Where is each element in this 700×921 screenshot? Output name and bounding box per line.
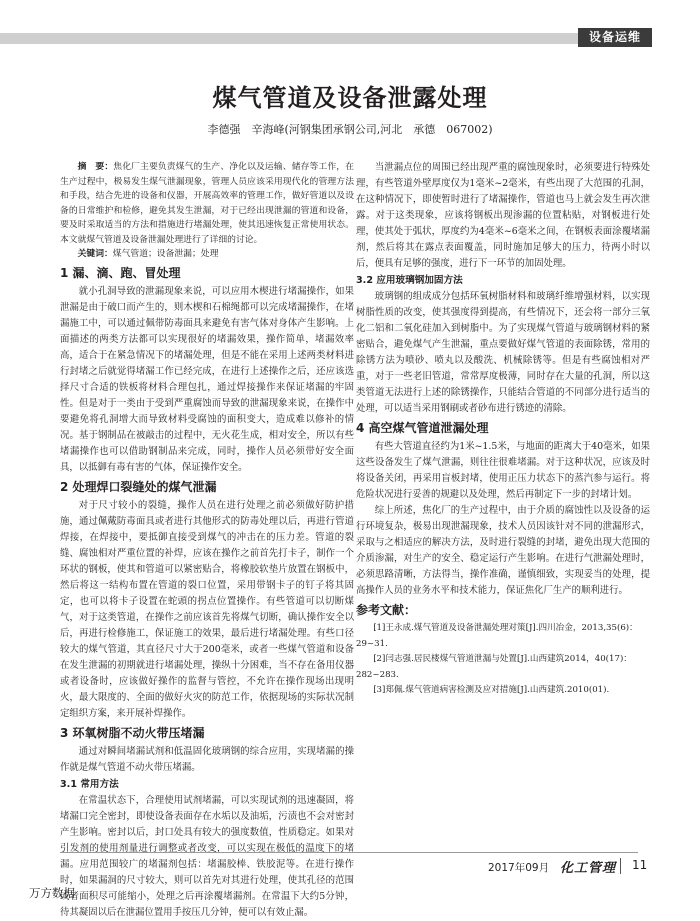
paragraph: 玻璃钢的组成成分包括环氧树脂材料和玻璃纤维增强材料，以实现树脂性质的改变，使其强度得到提高，有些情况下，还会将一部分三氧化二铝和二氧化硅加入到树脂中。为了实现煤气管道与玻璃钢材料的紧密贴合，避免煤气产生泄漏，重点要做好煤气管道的表面除锈，常用的除锈方法为喷砂、喷丸以及酸洗、机械除锈等。但是有些腐蚀相对严重，对于一些老旧管道，常常厚度极薄，同时存在大量的孔洞，所以这类管道无法进行上述的除锈操作，只能结合管道的不同部分进行适当的处理，可以适当采用钢刷或者砂布进行锈迹的清除。 <box>356 291 650 414</box>
abstract <box>60 160 354 247</box>
reference-item: [2]闫志强.居民楼煤气管道泄漏与处置[J].山西建筑2014，40(17)：282~283. <box>356 654 632 680</box>
left-column <box>60 160 354 921</box>
subsection-heading: 3.2 应用玻璃钢加固方法 <box>356 275 463 286</box>
source-watermark: 万方数据 <box>29 886 75 900</box>
paragraph: 就小孔洞导致的泄漏现象来说，可以应用木楔进行堵漏操作，如果泄漏是由于破口而产生的，则木楔和石棉绳都可以完成堵漏操作，在堵漏施工中，可以通过佩带防毒面具来避免有害气体对身体产生影响。上面描述的两类方法都可以实现很好的堵漏效果，操作简单，堵漏效率高，适合于在紧急情况下的堵漏处理，但是不能在采用上述两类材料进行封堵之后就觉得堵漏工作已经完成，在进行上述操作之后，还应该选择尺寸合适的铁板将材料合理包扎，通过焊接操作来保证堵漏的牢固性。但是对于一类由于受到严重腐蚀而导致的泄漏现象来说，在操作中要避免将孔洞增大而导致材料受腐蚀的面积变大，造成难以修补的情况。基于钢制品在被敲击的过程中，无火花生成，相对安全，所以有些堵漏操作也可以借助钢制品来完成，同时，操作人员必须带好安全面具，以抵御有毒有害的气体，保证操作安全。 <box>60 285 354 473</box>
abstract-label: 摘 要： <box>77 162 114 172</box>
section-heading: 2 处理焊口裂缝处的煤气泄漏 <box>60 479 217 494</box>
header-bar <box>0 33 648 44</box>
footer-rule <box>60 852 638 853</box>
paragraph: 在常温状态下，合理使用试剂堵漏，可以实现试剂的迅速凝固，将堵漏口完全密封，即使设备表面存在水垢以及油垢，污渍也不会对密封产生影响。密封以后，封口处具有较大的强度数值，性质稳定。如果对引发剂的使用剂量进行调整或者改变，可以实现在极低的温度下的堵漏。应用范围较广的堵漏剂包括：堵漏胶棒、铁胶泥等。在进行操作时，如果漏洞的尺寸较大，则可以首先对其进行处理，使其孔径的范围或者面积尽可能缩小，处理之后再涂覆堵漏剂。在常温下大约5分钟，待其凝固以后在泄漏位置用手按压几分钟，便可以有效止漏。 <box>60 794 354 918</box>
keywords-text: 煤气管道；设备泄漏；处理 <box>112 249 219 259</box>
paragraph: 综上所述，焦化厂的生产过程中，由于介质的腐蚀性以及设备的运行环境复杂，极易出现泄漏现象，技术人员因该针对不同的泄漏形式，采取与之相适应的解决方法，及时进行裂缝的封堵，避免出现大范围的介质渗漏，对生产的安全、稳定运行产生影响。在进行气泄漏处理时，必须思路清晰，方法得当，操作准确，谨慎细致，实现妥当的处理，提高操作人员的业务水平和技术能力，保证焦化厂生产的顺利进行。 <box>356 505 650 596</box>
paragraph: 有些大管道直径约为1米~1.5米，与地面的距离大于40毫米，如果这些设备发生了煤气泄漏，则往往很难堵漏。对于这种状况，应该及时将设备关闭，再采用盲板封堵，使用正压力状态下的蒸汽参与运行。将危险状况进行妥善的规避以及处理，然后再制定下一步的封堵计划。 <box>356 441 650 500</box>
paragraph: 当泄漏点位的周围已经出现严重的腐蚀现象时，必须要进行特殊处理，有些管道外壁厚度仅为1毫米~2毫米，有些出现了大范围的孔洞，在这种情况下，即使暂时进行了堵漏操作，管道也马上就会发生再次泄露。对于这类现象，应该将钢板出现渗漏的位置粘贴，对钢板进行处理，使其处于弧状，厚度约为4毫米~6毫米之间，在钢板表面涂覆堵漏剂，然后将其在露点表面覆盖，同时施加足够大的压力，待两小时以后，便具有足够的强度，进行下一环节的加固处理。 <box>356 162 650 269</box>
reference-item: [3]郑佩.煤气管道病害检测及应对措施[J].山西建筑.2010(01). <box>373 685 610 695</box>
keywords-label: 关键词： <box>77 249 113 259</box>
subsection-heading: 3.1 常用方法 <box>60 778 119 790</box>
section-tag: 设备运维 <box>578 28 652 47</box>
section-heading: 1 漏、滴、跑、冒处理 <box>60 265 181 280</box>
article-title: 煤气管道及设备泄露处理 <box>212 84 488 112</box>
footer-divider <box>620 858 621 874</box>
abstract-text: 焦化厂主要负责煤气的生产、净化以及运输、储存等工作，在生产过程中，极易发生煤气泄漏现象，管理人员应该采用现代化的管理方法和手段，结合先进的设备和仪器，开展高效率的管理工作，做好管道以及设备的日常维护和检修，避免其发生泄漏，对于已经出现泄漏的管道和设备，要及时采取适当的方法和措施进行堵漏处理，使其迅速恢复正常使用状态。本文就煤气管道及设备泄漏处理进行了详细的讨论。 <box>60 162 354 245</box>
paragraph: 通过对瞬间堵漏试剂和低温固化玻璃钢的综合应用，实现堵漏的操作就是煤气管道不动火带压堵漏。 <box>60 745 354 773</box>
page-number: 11 <box>632 858 648 872</box>
reference-item: [1]王永成.煤气管道及设备泄漏处理对策[J].四川冶金，2013,35(6)：29~31. <box>356 623 638 649</box>
footer-magazine-logo: 化工管理 <box>560 861 617 876</box>
keywords <box>60 247 354 262</box>
references-heading: 参考文献： <box>356 603 417 617</box>
paragraph: 对于尺寸较小的裂缝，操作人员在进行处理之前必须做好防护措施，通过佩戴防毒面具或者进行其他形式的防毒处理以后，再进行管道焊接，在焊接中，要抵御直接受到煤气的冲击在的压力差。管道的裂缝、腐蚀相对严重位置的补焊，应该在操作之前首先打卡子，制作一个环状的钢板，使其和管道可以紧密贴合，将橡胶软垫片放置在钢板中，然后将这一结构布置在管道的裂口位置，采用带钢卡子的钉子将其固定，也可以将卡子设置在蛇頭的拐点位置操作。有些管道可以切断煤气，对于这类管道，在操作之前应该首先将煤气切断，确认操作安全以后，再进行检修施工，保证施工的效果，最后进行堵漏处理。有些口径较大的煤气管道，其直径尺寸大于200毫米，或者一些煤气管道和设备在发生泄漏的初期就进行堵漏处理，操纵十分困难，当不存在备用仪器或者设备时，应该做好操作的监督与管控，不允许在操作现场出现明火，最大限度的、全面的做好火灾的防范工作，依据现场的实际状况制定组织方案，来开展补焊操作。 <box>60 499 354 719</box>
section-heading: 4 高空煤气管道泄漏处理 <box>356 421 489 435</box>
section-heading: 3 环氧树脂不动火带压堵漏 <box>60 725 205 740</box>
right-column <box>356 160 650 699</box>
article-authors: 李德强 辛海峰(河钢集团承钢公司,河北 承德 067002) <box>207 123 493 136</box>
footer-date: 2017年09月 <box>488 862 550 874</box>
